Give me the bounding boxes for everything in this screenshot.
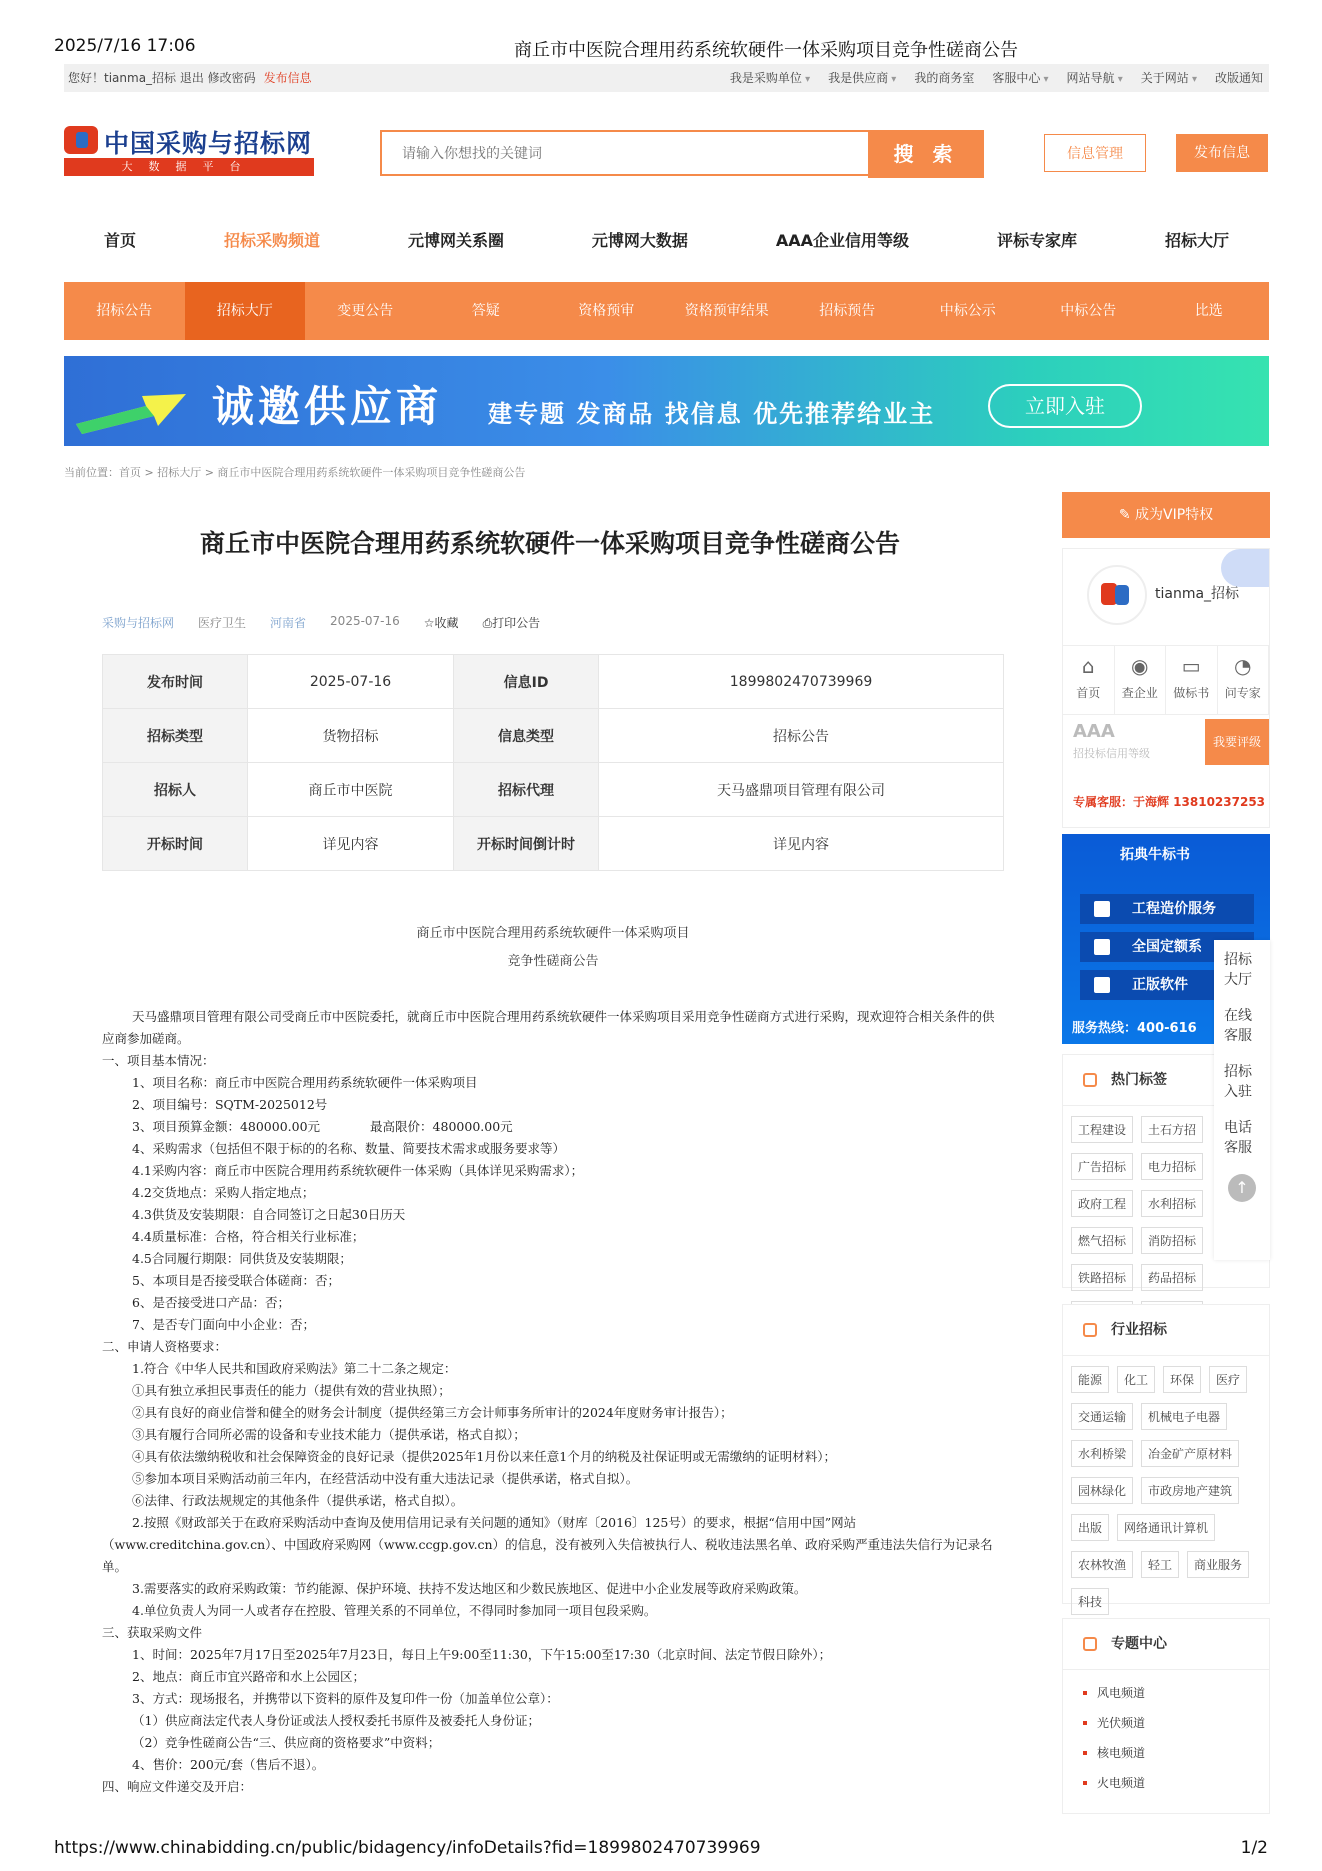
quick-actions xyxy=(1063,645,1269,715)
user-greeting[interactable]: 您好！tianma_招标 退出 修改密码 xyxy=(68,71,256,85)
doc-paragraph: 2.按照《财政部关于在政府采购活动中查询及使用信用记录有关问题的通知》（财库〔2016〕125号）的要求，根据“信用中国”网站 xyxy=(132,1515,857,1530)
logo-name: 中国采购与招标网 xyxy=(104,129,313,158)
ad-item: 正版软件 xyxy=(1080,970,1254,1000)
industry-tag[interactable]: 园林绿化 xyxy=(1071,1477,1133,1504)
table-key: 招标类型 xyxy=(103,709,248,763)
vip-label: 成为VIP特权 xyxy=(1135,507,1214,523)
topic-list xyxy=(1063,1670,1269,1804)
doc-paragraph: 一、项目基本情况： xyxy=(102,1053,215,1068)
sub-nav-prequal-result[interactable]: 资格预审结果 xyxy=(684,303,769,319)
main-nav-home[interactable]: 首页 xyxy=(104,231,137,250)
main-nav xyxy=(64,228,1269,258)
signal-icon: ◔ xyxy=(1234,654,1252,678)
hot-tag[interactable]: 工程建设 xyxy=(1071,1116,1133,1143)
info-table xyxy=(102,654,1004,871)
arrow-up-icon: ↑ xyxy=(1228,1174,1256,1202)
doc-paragraph: 4.2交货地点：采购人指定地点； xyxy=(132,1185,315,1200)
industry-tag[interactable]: 化工 xyxy=(1117,1366,1155,1393)
sub-nav-hall[interactable]: 招标大厅 xyxy=(185,282,306,340)
supplier-banner[interactable] xyxy=(64,356,1269,446)
main-nav-experts[interactable]: 评标专家库 xyxy=(996,231,1077,250)
industry-tag[interactable]: 冶金矿产原材料 xyxy=(1141,1440,1239,1467)
doc-paragraph: 4.3供货及安装期限：自合同签订之日起30日历天 xyxy=(132,1207,406,1222)
print-header xyxy=(54,36,1268,60)
top-utility-bar xyxy=(64,64,1269,92)
doc-paragraph: 4.1采购内容：商丘市中医院合理用药系统软硬件一体采购（具体详见采购需求）； xyxy=(132,1163,584,1178)
quick-label: 首页 xyxy=(1076,686,1101,700)
top-publish-link[interactable]: 发布信息 xyxy=(263,71,312,85)
table-key: 信息ID xyxy=(454,655,599,709)
sub-nav-award[interactable]: 中标公告 xyxy=(1060,303,1117,319)
table-value: 详见内容 xyxy=(599,817,1004,871)
doc-paragraph: 4.4质量标准：合格，符合相关行业标准； xyxy=(132,1229,365,1244)
industry-tag[interactable]: 交通运输 xyxy=(1071,1403,1133,1430)
doc-paragraph: （2）竞争性磋商公告“三、供应商的资格要求”中资料； xyxy=(132,1735,441,1750)
table-key: 招标人 xyxy=(103,763,248,817)
user-card xyxy=(1062,548,1270,828)
table-value: 详见内容 xyxy=(248,817,454,871)
industry-list xyxy=(1063,1356,1269,1625)
table-value: 1899802470739969 xyxy=(599,655,1004,709)
top-link-service[interactable]: 客服中心 ▾ xyxy=(992,64,1048,94)
table-key: 开标时间 xyxy=(103,817,248,871)
chat-bubble-icon[interactable] xyxy=(1221,549,1269,587)
logo-mark-icon xyxy=(64,126,98,154)
industry-tag[interactable]: 科技 xyxy=(1071,1588,1109,1615)
doc-paragraph: 2、项目编号：SQTM-2025012号 xyxy=(132,1097,328,1112)
rate-button[interactable]: 我要评级 xyxy=(1205,719,1269,765)
logo-subtitle: 大数据平台 xyxy=(64,158,314,176)
quick-tender-doc[interactable] xyxy=(1166,646,1218,714)
main-nav-credit[interactable]: AAA企业信用等级 xyxy=(775,231,910,250)
hot-tag[interactable]: 燃气招标 xyxy=(1071,1227,1133,1254)
main-nav-circle[interactable]: 元博网关系圈 xyxy=(407,231,504,250)
topic-item[interactable]: 核电频道 xyxy=(1083,1744,1269,1774)
hot-tag[interactable]: 水利招标 xyxy=(1141,1190,1203,1217)
table-value: 2025-07-16 xyxy=(248,655,454,709)
favorite-button[interactable]: ☆收藏 xyxy=(423,616,459,630)
hot-tag[interactable]: 药品招标 xyxy=(1141,1264,1203,1291)
quick-expert[interactable] xyxy=(1218,646,1270,714)
industry-tag[interactable]: 水利桥梁 xyxy=(1071,1440,1133,1467)
top-link-revamp[interactable]: 改版通知 xyxy=(1214,71,1263,85)
doc-paragraph: 7、是否专门面向中小企业：否； xyxy=(132,1317,315,1332)
industry-tag[interactable]: 农林牧渔 xyxy=(1071,1551,1133,1578)
doc-paragraph: 1、时间：2025年7月17日至2025年7月23日，每日上午9:00至11:30，下午15:00至17:30（北京时间、法定节假日除外）； xyxy=(132,1647,832,1662)
table-key: 开标时间倒计时 xyxy=(454,817,599,871)
table-key: 发布时间 xyxy=(103,655,248,709)
table-value: 招标公告 xyxy=(599,709,1004,763)
table-value: 商丘市中医院 xyxy=(248,763,454,817)
banner-title: 诚邀供应商 xyxy=(212,382,443,431)
industry-tag[interactable]: 出版 xyxy=(1071,1514,1109,1541)
doc-paragraph: 二、申请人资格要求： xyxy=(102,1339,228,1354)
doc-paragraph: 3、方式：现场报名，并携带以下资料的原件及复印件一份（加盖单位公章）： xyxy=(132,1691,559,1706)
industry-tag[interactable]: 轻工 xyxy=(1141,1551,1179,1578)
hot-tag[interactable]: 铁路招标 xyxy=(1071,1264,1133,1291)
quick-label: 查企业 xyxy=(1121,686,1158,700)
table-row xyxy=(103,817,1004,871)
topic-panel xyxy=(1062,1618,1270,1814)
back-to-top-button[interactable] xyxy=(1214,1164,1270,1204)
search-input[interactable] xyxy=(382,132,864,176)
table-value: 天马盛鼎项目管理有限公司 xyxy=(599,763,1004,817)
avatar[interactable] xyxy=(1087,565,1147,625)
industry-tag[interactable]: 机械电子电器 xyxy=(1141,1403,1227,1430)
doc-paragraph: 4、采购需求（包括但不限于标的的名称、数量、简要技术需求或服务要求等） xyxy=(132,1141,565,1156)
top-link-sitenav[interactable]: 网站导航 ▾ xyxy=(1067,64,1123,94)
meta-source[interactable]: 采购与招标网 xyxy=(102,616,175,630)
doc-paragraph: （1）供应商法定代表人身份证或法人授权委托书原件及被委托人身份证； xyxy=(132,1713,540,1728)
sub-nav-prequal[interactable]: 资格预审 xyxy=(578,303,635,319)
doc-paragraph: ⑥法律、行政法规规定的其他条件（提供承诺，格式自拟）。 xyxy=(132,1493,464,1508)
hot-tag[interactable]: 消防招标 xyxy=(1141,1227,1203,1254)
meta-date: 2025-07-16 xyxy=(330,614,400,628)
edit-icon: ✎ xyxy=(1118,507,1136,523)
hot-tag[interactable]: 政府工程 xyxy=(1071,1190,1133,1217)
industry-tag[interactable]: 环保 xyxy=(1163,1366,1201,1393)
topic-title: 专题中心 xyxy=(1063,1619,1269,1670)
page-title: 商丘市中医院合理用药系统软硬件一体采购项目竞争性磋商公告 xyxy=(199,529,900,558)
industry-title: 行业招标 xyxy=(1063,1305,1269,1356)
sub-nav-change[interactable]: 变更公告 xyxy=(337,303,394,319)
top-link-buyer[interactable]: 我是采购单位 ▾ xyxy=(730,64,810,94)
search-button[interactable]: 搜 索 xyxy=(868,130,984,178)
banner-join-button[interactable]: 立即入驻 xyxy=(988,384,1142,428)
topic-item[interactable]: 光伏频道 xyxy=(1083,1714,1269,1744)
table-key: 招标代理 xyxy=(454,763,599,817)
float-join[interactable]: 招标入驻 xyxy=(1224,1064,1252,1100)
meta-category[interactable]: 医疗卫生 xyxy=(198,616,247,630)
print-label: 打印公告 xyxy=(492,616,541,630)
doc-paragraph: （www.creditchina.gov.cn）、中国政府采购网（www.ccgp.gov.cn）的信息，没有被列入失信被执行人、税收违法黑名单、政府采购严重违法失信行为记录名单。 xyxy=(102,1537,993,1574)
table-value: 货物招标 xyxy=(248,709,454,763)
doc-paragraph: 1、项目名称：商丘市中医院合理用药系统软硬件一体采购项目 xyxy=(132,1075,478,1090)
doc-paragraph: ⑤参加本项目采购活动前三年内，在经营活动中没有重大违法记录（提供承诺，格式自拟）。 xyxy=(132,1471,639,1486)
credit-level-label: 招投标信用等级 xyxy=(1073,747,1150,760)
float-hall[interactable]: 招标大厅 xyxy=(1224,952,1252,988)
doc-paragraph: 天马盛鼎项目管理有限公司受商丘市中医院委托，就商丘市中医院合理用药系统软硬件一体采购项目采用竞争性磋商方式进行采购，现欢迎符合相关条件的供应商参加磋商。 xyxy=(102,1009,995,1046)
ad-hotline: 服务热线：400-616 xyxy=(1072,1021,1197,1036)
doc-paragraph: 6、是否接受进口产品：否； xyxy=(132,1295,290,1310)
top-link-about[interactable]: 关于网站 ▾ xyxy=(1141,64,1197,94)
doc-paragraph: 3、项目预算金额：480000.00元 最高限价：480000.00元 xyxy=(132,1119,513,1134)
sub-nav-announce[interactable]: 招标公告 xyxy=(96,303,153,319)
hot-tags-title: 热门标签 xyxy=(1063,1055,1269,1106)
banner-subtitle: 建专题 发商品 找信息 优先推荐给业主 xyxy=(488,400,936,428)
industry-tag[interactable]: 医疗 xyxy=(1209,1366,1247,1393)
doc-paragraph: 3.需要落实的政府采购政策：节约能源、保护环境、扶持不发达地区和少数民族地区、促进中小企业发展等政府采购政策。 xyxy=(132,1581,807,1596)
publish-info-button[interactable]: 发布信息 xyxy=(1176,134,1268,172)
table-row xyxy=(103,709,1004,763)
industry-tag[interactable]: 商业服务 xyxy=(1187,1551,1249,1578)
industry-tag[interactable]: 网络通讯计算机 xyxy=(1117,1514,1215,1541)
top-link-supplier[interactable]: 我是供应商 ▾ xyxy=(828,64,896,94)
doc-paragraph: 4、售价：200元/套（售后不退）。 xyxy=(132,1757,325,1772)
credit-level: AAA xyxy=(1073,721,1115,742)
table-key: 信息类型 xyxy=(454,709,599,763)
topic-item[interactable]: 火电频道 xyxy=(1083,1774,1269,1804)
floating-toolbar xyxy=(1214,940,1270,1260)
industry-panel xyxy=(1062,1304,1270,1609)
doc-paragraph: 2、地点：商丘市宜兴路帝和水上公园区； xyxy=(132,1669,365,1684)
sub-nav-compare[interactable]: 比选 xyxy=(1194,303,1223,319)
hot-tag[interactable]: 广告招标 xyxy=(1071,1153,1133,1180)
article-meta xyxy=(102,614,540,631)
print-icon: ⎙ xyxy=(482,616,493,630)
info-manage-button[interactable]: 信息管理 xyxy=(1044,134,1146,172)
doc-title-line2: 竞争性磋商公告 xyxy=(507,954,599,969)
folder-icon: ▭ xyxy=(1181,654,1201,678)
sub-nav xyxy=(64,282,1269,340)
service-contact: 专属客服：于海辉 13810237253 xyxy=(1073,795,1266,809)
sub-nav-award-public[interactable]: 中标公示 xyxy=(939,303,996,319)
float-online-service[interactable]: 在线客服 xyxy=(1224,1008,1252,1044)
industry-tag[interactable]: 市政房地产建筑 xyxy=(1141,1477,1239,1504)
ad-item: 全国定额系 xyxy=(1080,932,1254,962)
doc-paragraph: ③具有履行合同所必需的设备和专业技术能力（提供承诺，格式自拟）； xyxy=(132,1427,526,1442)
print-url: https://www.chinabidding.cn/public/bidagency/infoDetails?fid=1899802470739969 xyxy=(54,1838,761,1858)
doc-paragraph: 1.符合《中华人民共和国政府采购法》第二十二条之规定： xyxy=(132,1361,457,1376)
doc-paragraph: 4.单位负责人为同一人或者存在控股、管理关系的不同单位，不得同时参加同一项目包段采购。 xyxy=(132,1603,657,1618)
eye-icon: ◉ xyxy=(1131,654,1149,678)
doc-paragraph: 5、本项目是否接受联合体磋商：否； xyxy=(132,1273,340,1288)
float-phone-service[interactable]: 电话客服 xyxy=(1224,1120,1252,1156)
breadcrumb[interactable]: 当前位置：首页 > 招标大厅 > 商丘市中医院合理用药系统软硬件一体采购项目竞争性磋商公告 xyxy=(64,466,526,479)
sub-nav-qa[interactable]: 答疑 xyxy=(471,303,500,319)
site-logo[interactable] xyxy=(64,124,314,180)
main-nav-hall[interactable]: 招标大厅 xyxy=(1164,231,1229,250)
ad-brand: 拓典牛标书 xyxy=(1120,847,1190,863)
home-icon: ⌂ xyxy=(1081,654,1095,678)
meta-region[interactable]: 河南省 xyxy=(270,616,307,630)
doc-paragraph: 三、获取采购文件 xyxy=(102,1625,203,1640)
quick-home[interactable] xyxy=(1063,646,1115,714)
hot-tag[interactable]: 电力招标 xyxy=(1141,1153,1203,1180)
vip-button[interactable] xyxy=(1062,492,1270,538)
doc-title-line1: 商丘市中医院合理用药系统软硬件一体采购项目 xyxy=(416,926,690,941)
print-title: 商丘市中医院合理用药系统软硬件一体采购项目竞争性磋商公告 xyxy=(514,40,1018,61)
ad-item: 工程造价服务 xyxy=(1080,894,1254,924)
quick-label: 做标书 xyxy=(1173,686,1210,700)
doc-paragraph: ②具有良好的商业信誉和健全的财务会计制度（提供经第三方会计师事务所审计的2024年度财务审计报告）； xyxy=(132,1405,733,1420)
main-nav-bidding[interactable]: 招标采购频道 xyxy=(223,231,320,250)
doc-paragraph: ①具有独立承担民事责任的能力（提供有效的营业执照）； xyxy=(132,1383,451,1398)
print-datetime: 2025/7/16 17:06 xyxy=(54,36,196,56)
quick-label: 问专家 xyxy=(1224,686,1261,700)
hot-tag[interactable]: 土石方招 xyxy=(1141,1116,1203,1143)
print-button[interactable] xyxy=(483,614,541,631)
table-row xyxy=(103,763,1004,817)
username: tianma_招标 xyxy=(1155,586,1240,602)
doc-paragraph: ④具有依法缴纳税收和社会保障资金的良好记录（提供2025年1月份以来任意1个月的纳税及社保证明或无需缴纳的证明材料）； xyxy=(132,1449,836,1464)
quick-company[interactable] xyxy=(1115,646,1167,714)
search-box xyxy=(380,130,870,176)
announcement-body xyxy=(102,1006,1004,1798)
doc-paragraph: 四、响应文件递交及开启： xyxy=(102,1779,253,1794)
arrow-icon xyxy=(76,384,196,434)
print-page-number: 1/2 xyxy=(1240,1838,1268,1858)
main-nav-bigdata[interactable]: 元博网大数据 xyxy=(591,231,688,250)
doc-paragraph: 4.5合同履行期限：同供货及安装期限； xyxy=(132,1251,352,1266)
industry-tag[interactable]: 能源 xyxy=(1071,1366,1109,1393)
top-link-office[interactable]: 我的商务室 xyxy=(914,71,975,85)
topic-item[interactable]: 风电频道 xyxy=(1083,1684,1269,1714)
sub-nav-forecast[interactable]: 招标预告 xyxy=(819,303,876,319)
table-row xyxy=(103,655,1004,709)
